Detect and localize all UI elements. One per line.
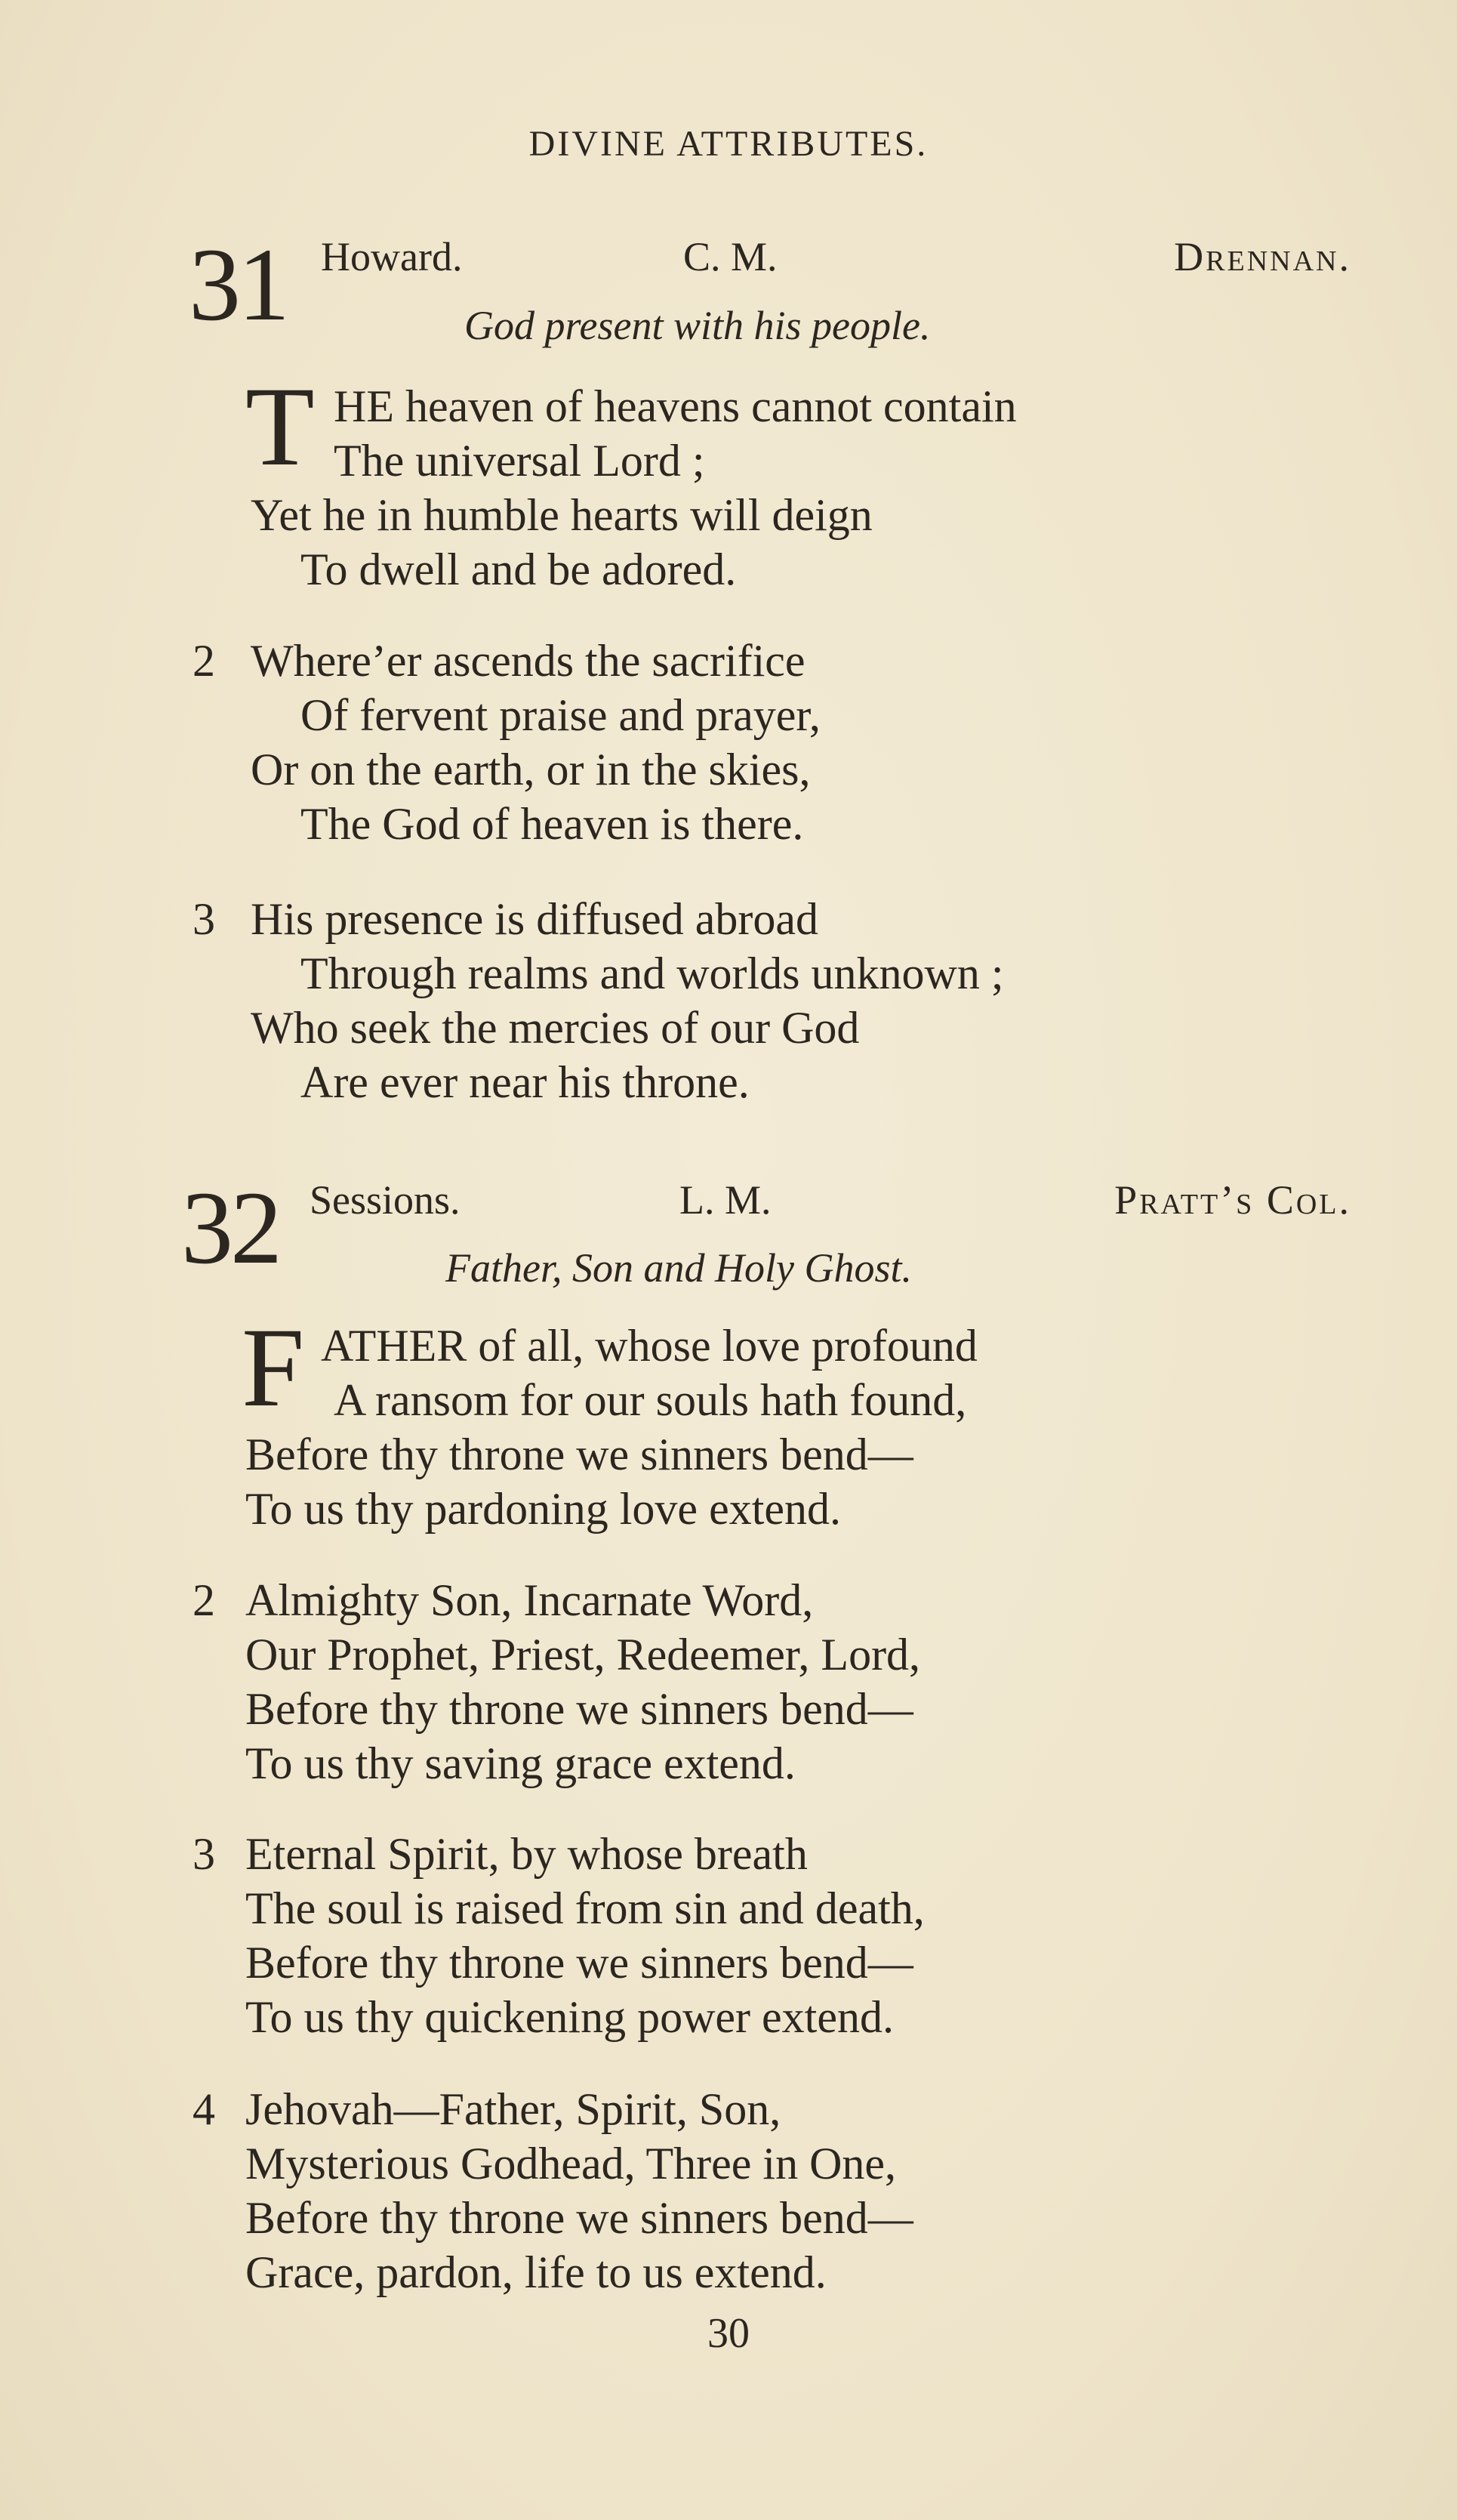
verse-line: ATHER of all, whose love profound [321, 1321, 978, 1371]
hymn-title: God present with his people. [464, 303, 931, 348]
page-number: 30 [707, 2310, 750, 2357]
verse-line: The God of heaven is there. [300, 799, 804, 849]
verse-line: Through realms and worlds unknown ; [300, 948, 1004, 998]
verse-line: Who seek the mercies of our God [251, 1003, 860, 1053]
verse-line: Jehovah—Father, Spirit, Son, [245, 2084, 781, 2134]
hymn-title-part: Son and Holy Ghost. [572, 1245, 912, 1291]
verse-line: Grace, pardon, life to us extend. [245, 2247, 827, 2297]
hymn-title-part: Father, [445, 1245, 562, 1291]
hymn-title [445, 1245, 912, 1291]
verse-line: Yet he in humble hearts will deign [251, 490, 873, 540]
verse-line: Our Prophet, Priest, Redeemer, Lord, [245, 1630, 921, 1679]
verse-number: 3 [193, 894, 215, 944]
drop-cap: F [242, 1305, 305, 1430]
verse-line: Eternal Spirit, by whose breath [245, 1829, 808, 1879]
verse-number: 2 [193, 636, 215, 686]
verse-line: Before thy throne we sinners bend— [245, 1684, 913, 1734]
verse-line: A ransom for our souls hath found, [334, 1375, 967, 1425]
verse-line: To dwell and be adored. [300, 544, 737, 594]
verse-line: Or on the earth, or in the skies, [251, 745, 811, 794]
verse-line: To us thy quickening power extend. [245, 1992, 894, 2042]
verse-line: Mysterious Godhead, Three in One, [245, 2139, 897, 2188]
author: Drennan. [1174, 234, 1351, 279]
verse-line: Are ever near his throne. [300, 1057, 750, 1107]
verse-line: Of fervent praise and prayer, [300, 690, 821, 740]
verse-line: HE heaven of heavens cannot contain [334, 381, 1017, 431]
tune-name: Sessions. [310, 1177, 461, 1223]
drop-cap: T [245, 364, 315, 489]
author: Pratt’s Col. [1114, 1177, 1351, 1223]
hymn-number-32: 32 [181, 1170, 279, 1285]
verse-line: The universal Lord ; [334, 436, 705, 486]
meter: L. M. [679, 1177, 772, 1223]
verse-line: Where’er ascends the sacrifice [251, 636, 806, 686]
verse-line: Before thy throne we sinners bend— [245, 1430, 913, 1479]
verse-line: The soul is raised from sin and death, [245, 1883, 925, 1933]
verse-line: To us thy pardoning love extend. [245, 1484, 841, 1534]
verse-number: 2 [193, 1575, 215, 1625]
verse-line: Almighty Son, Incarnate Word, [245, 1575, 814, 1625]
verse-number: 3 [193, 1829, 215, 1879]
verse-line: Before thy throne we sinners bend— [245, 2193, 913, 2243]
hymn-number-31: 31 [189, 227, 287, 342]
verse-number: 4 [193, 2084, 215, 2134]
verse-line: His presence is diffused abroad [251, 894, 818, 944]
verse-line: To us thy saving grace extend. [245, 1738, 796, 1788]
verse-line: Before thy throne we sinners bend— [245, 1938, 913, 1988]
meter: C. M. [683, 234, 778, 279]
running-head: DIVINE ATTRIBUTES. [528, 124, 929, 164]
tune-name: Howard. [321, 234, 463, 279]
